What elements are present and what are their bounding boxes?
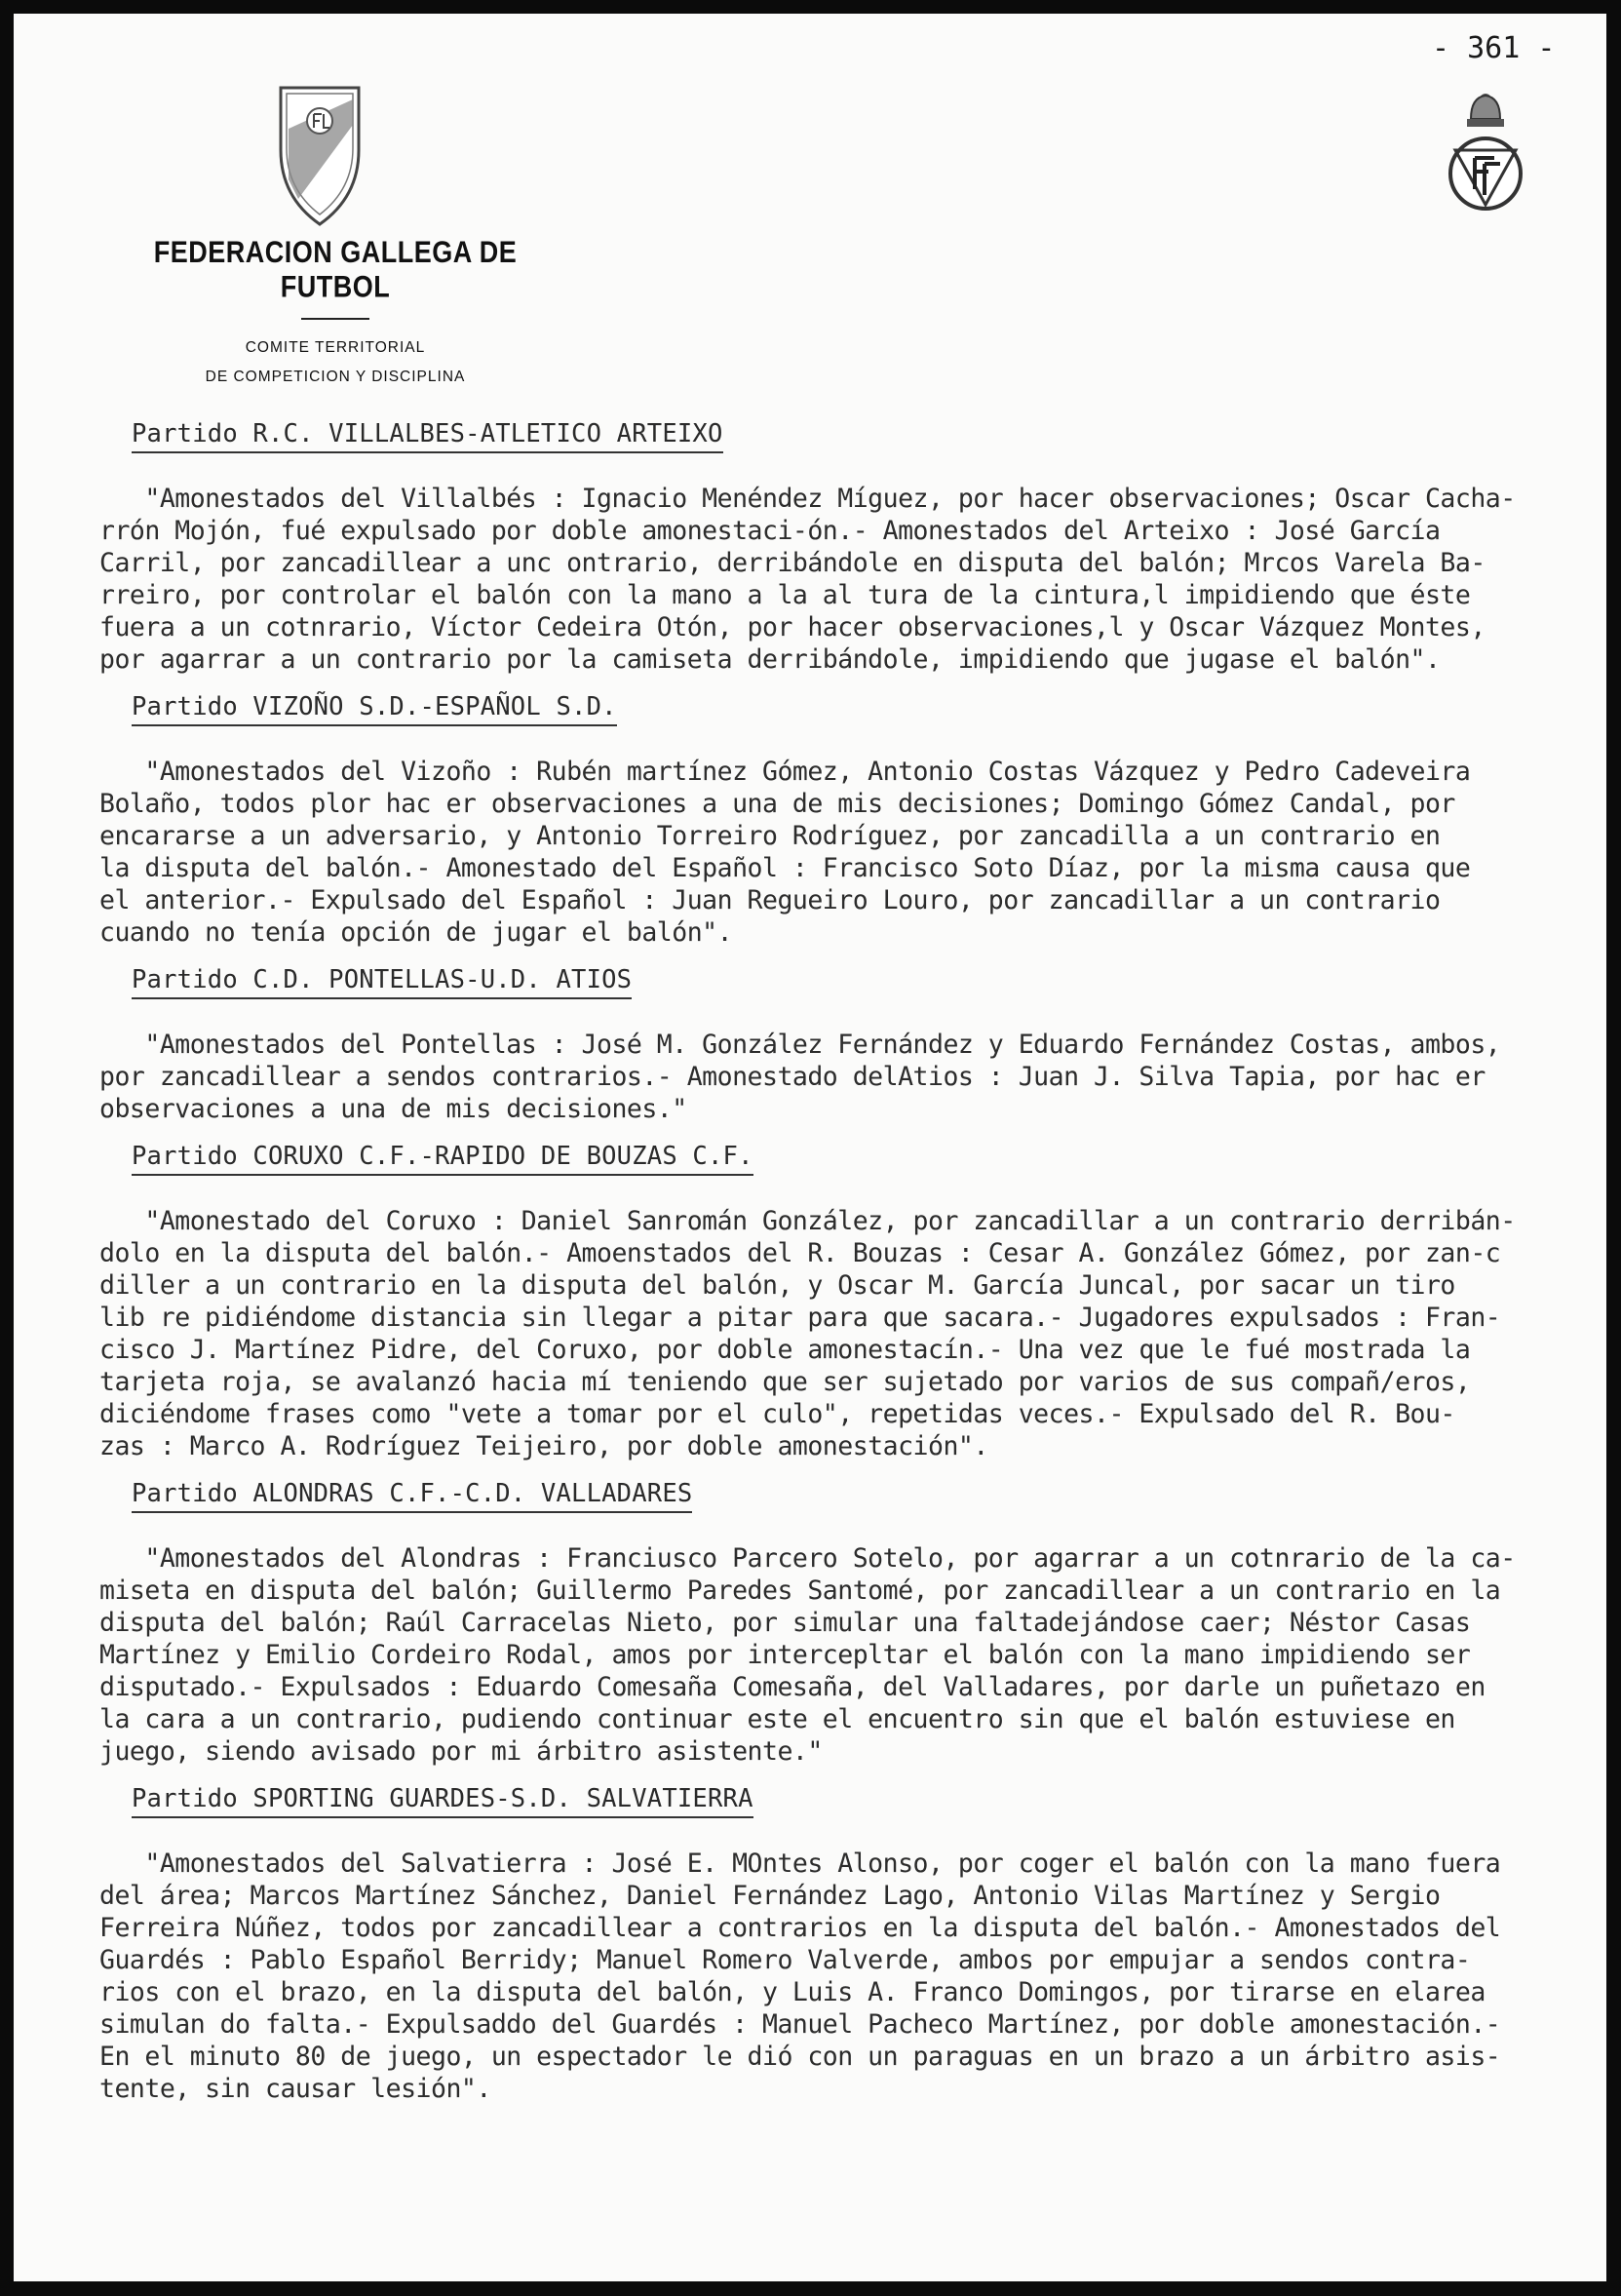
match-report-text: "Amonestados del Alondras : Franciusco Parcero Sotelo, por agarrar a un cotnrario de la ca- miseta en disputa del balón; Guillermo Paredes Santomé, por zancadillear a un contrario en la disputa del balón; Raúl Carracelas Nieto, por simular una faltadejándose caer; Néstor Casas Martínez y Emilio Cordeiro Rodal, amos por intercepltar el balón con la mano impidiendo ser disputado.- Expulsados : Eduardo Comesaña Comesaña, del Valladares, por darle un puñetazo en la cara a un contrario, pudiendo continuar este el encuentro sin que el balón estuviese en juego, siendo avisado por mi árbitro asistente." [99, 1543, 1516, 1767]
match-report-text: "Amonestado del Coruxo : Daniel Sanromán González, por zancadillar a un contrario derribán- dolo en la disputa del balón.- Amoenstados del R. Bouzas : Cesar A. González Gómez, por zan-c diller a un contrario en la disputa del balón, y Oscar M. García Juncal, por sacar un tiro lib re pidiéndome distancia sin llegar a pitar para que sacara.- Jugadores expulsados : Fran- cisco J. Martínez Pidre, del Coruxo, por doble amonestacín.- Una vez que le fué mostrada la tarjeta roja, se avalanzó hacia mí teniendo que ser sujetado por varios de sus compañ/eros, diciéndome frases como "vete a tomar por el culo", repetidas veces.- Expulsado del R. Bou- zas : Marco A. Rodríguez Teijeiro, por doble amonestación". [99, 1206, 1516, 1461]
federation-name: FEDERACION GALLEGA DE FUTBOL [153, 235, 518, 304]
match-report-text: "Amonestados del Vizoño : Rubén martínez Gómez, Antonio Costas Vázquez y Pedro Cadeveira Bolaño, todos plor hac er observaciones a una de mis decisiones; Domingo Gómez Candal, por encararse a un adversario, y Antonio Torreiro Rodríguez, por zancadilla a un contrario en la disputa del balón.- Amonestado del Español : Francisco Soto Díaz, por la misma causa que el anterior.- Expulsado del Español : Juan Regueiro Louro, por zancadillar a un contrario cuando no tenía opción de jugar el balón". [99, 757, 1471, 948]
committee-name-line-1: COMITE TERRITORIAL [245, 339, 426, 356]
galician-federation-crest-icon [277, 82, 363, 228]
match-title: Partido SPORTING GUARDES-S.D. SALVATIERRA [132, 1782, 753, 1818]
match-report-text: "Amonestados del Villalbés : Ignacio Menéndez Míguez, por hacer observaciones; Oscar Cacha- rrón Mojón, fué expulsado por doble amonestaci-́on.- Amonestados del Arteixo : José García Carril, por zancadillear a unc ontrario, derribándole en disputa del balón; Mrcos Varela Ba- rreiro, por controlar el balón con la mano a la al tura de la cintura,l impidiendo que éste fuera a un cotnrario, Víctor Cedeira Otón, por hacer observaciones,l y Oscar Vázquez Montes, por agarrar a un contrario por la camiseta derribándole, impidiendo que jugase el balón". [99, 484, 1516, 675]
match-report [99, 690, 1605, 949]
match-title: Partido ALONDRAS C.F.-C.D. VALLADARES [132, 1477, 692, 1513]
page-number: - 361 - [1432, 31, 1556, 65]
match-report [99, 1782, 1605, 2105]
spanish-federation-crest-icon [1442, 80, 1529, 214]
match-report [99, 1140, 1605, 1462]
match-report [99, 963, 1605, 1125]
committee-name-line-2: DE COMPETICION Y DISCIPLINA [205, 369, 466, 385]
match-title: Partido C.D. PONTELLAS-U.D. ATIOS [132, 963, 632, 999]
letterhead [96, 235, 574, 392]
match-title: Partido VIZOÑO S.D.-ESPAÑOL S.D. [132, 690, 617, 726]
letterhead-divider [301, 318, 369, 320]
match-title: Partido CORUXO C.F.-RAPIDO DE BOUZAS C.F. [132, 1140, 753, 1176]
match-report [99, 1477, 1605, 1768]
match-report-text: "Amonestados del Salvatierra : José E. MOntes Alonso, por coger el balón con la mano fuera del área; Marcos Martínez Sánchez, Daniel Fernández Lago, Antonio Vilas Martínez y Sergio Ferreira Núñez, todos por zancadillear a contrarios en la disputa del balón.- Amonestados del Guardés : Pablo Español Berridy; Manuel Romero Valverde, ambos por empujar a sendos contra- rios con el brazo, en la disputa del balón, y Luis A. Franco Domingos, por tirarse en elarea simulan do falta.- Expulsaddo del Guardés : Manuel Pacheco Martínez, por doble amonestación.- En el minuto 80 de juego, un espectador le dió con un paraguas en un brazo a un árbitro asis- tente, sin causar lesión". [99, 1848, 1501, 2104]
match-report-text: "Amonestados del Pontellas : José M. González Fernández y Eduardo Fernández Costas, ambos, por zancadillear a sendos contrarios.- Amonestado delAtios : Juan J. Silva Tapia, por hac er observaciones a una de mis decisiones." [99, 1030, 1501, 1124]
match-reports [99, 417, 1605, 2120]
match-title: Partido R.C. VILLALBES-ATLETICO ARTEIXO [132, 417, 723, 453]
document-page [14, 14, 1606, 2281]
match-report [99, 417, 1605, 676]
